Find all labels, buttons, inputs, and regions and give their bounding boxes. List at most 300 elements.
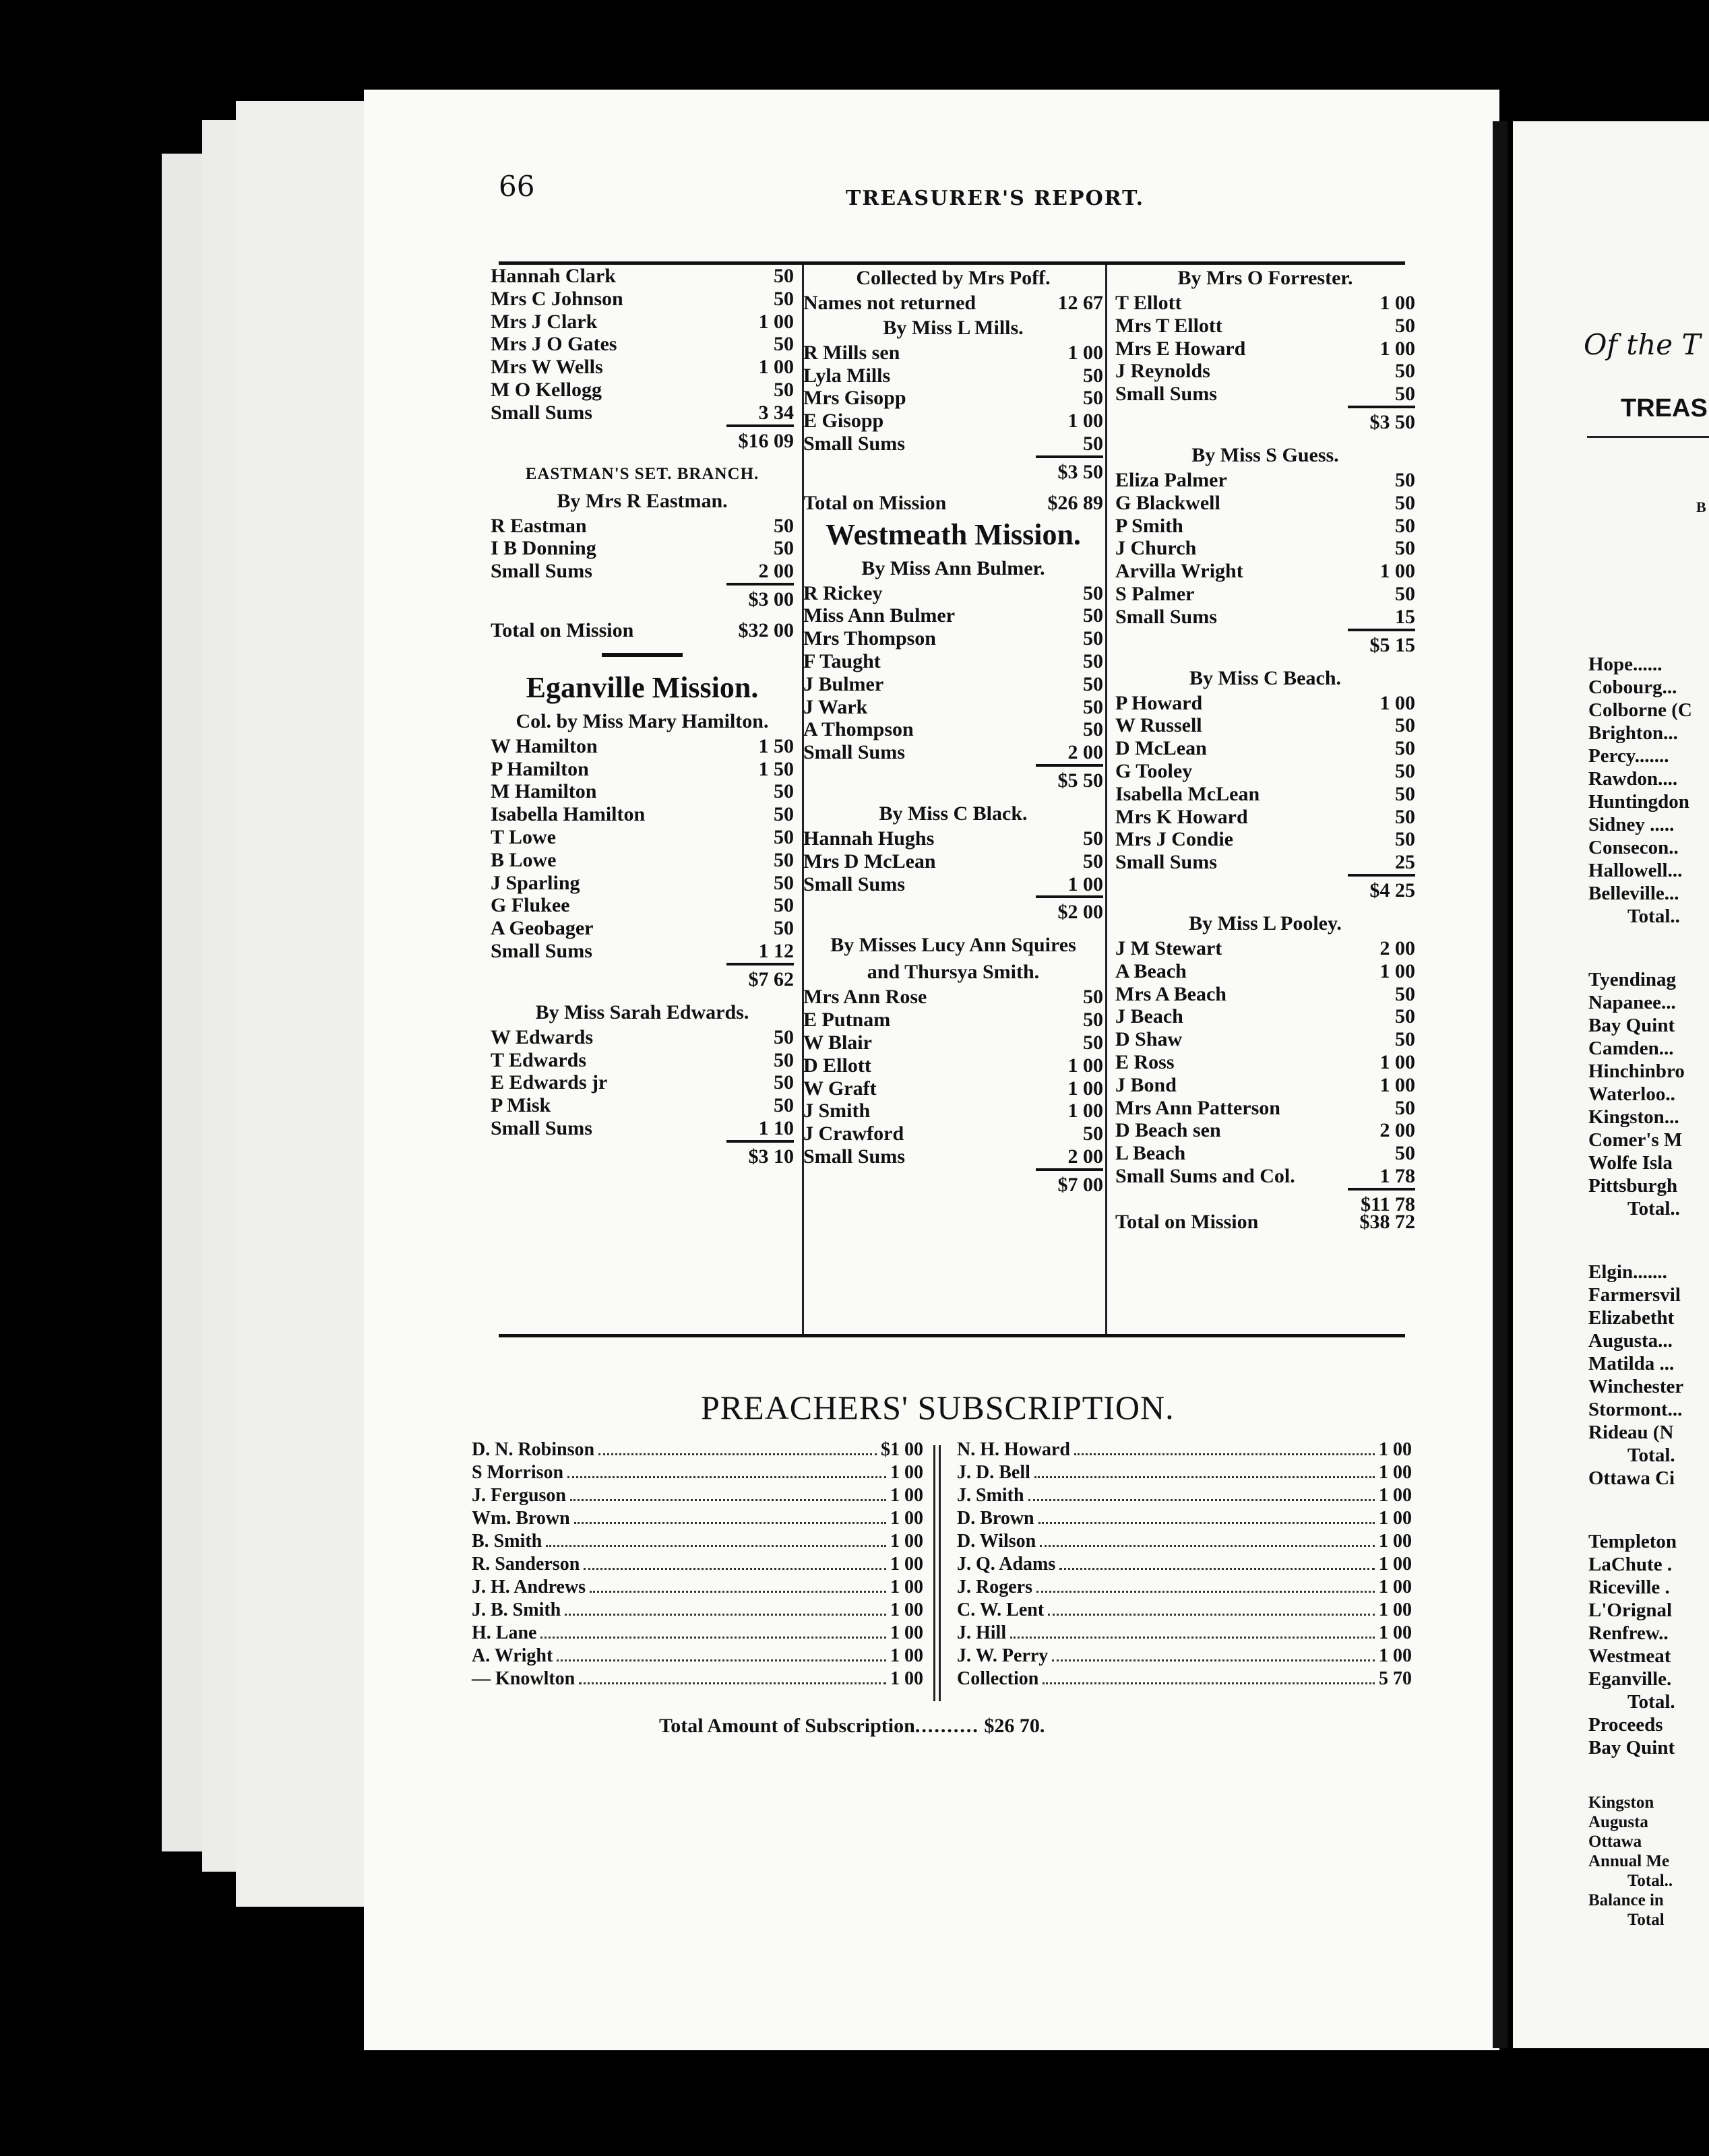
entry-name: A Thompson <box>803 718 914 741</box>
right-page-heading: TREAS <box>1621 394 1708 422</box>
entry-amount: 50 <box>1083 649 1103 672</box>
ledger-row <box>491 1094 794 1117</box>
entry-name: Small Sums <box>803 432 905 455</box>
subtotal-amount: $3 50 <box>1036 455 1103 478</box>
ledger-row <box>491 356 794 379</box>
leader-dots <box>1034 1461 1375 1478</box>
entry-name: D Beach sen <box>1115 1119 1221 1142</box>
preacher-amount: 1 00 <box>890 1645 923 1666</box>
summary-row: Brighton... <box>1588 722 1678 744</box>
entry-name: Small Sums <box>803 873 905 895</box>
preacher-row <box>472 1530 923 1553</box>
subtotal-row <box>491 963 794 990</box>
entry-name: Small Sums <box>1115 605 1217 628</box>
preacher-amount: 1 00 <box>890 1531 923 1552</box>
preacher-amount: 1 00 <box>1379 1508 1412 1529</box>
entry-name: M O Kellogg <box>491 378 602 401</box>
entry-amount: 1 00 <box>1067 1100 1103 1122</box>
collector-heading: and Thursya Smith. <box>867 961 1040 984</box>
preacher-row <box>472 1668 923 1690</box>
bottom-rule <box>499 1334 1405 1337</box>
entry-name: J Sparling <box>491 871 580 894</box>
collector-heading: By Miss S Guess. <box>1191 443 1339 466</box>
subtotal-amount: $3 10 <box>726 1140 794 1163</box>
entry-amount: 50 <box>774 894 794 917</box>
entry-amount: 3 34 <box>758 401 794 424</box>
summary-row: Napanee... <box>1588 992 1676 1013</box>
summary-row: Comer's M <box>1588 1129 1683 1151</box>
ledger-row <box>491 1071 794 1094</box>
entry-amount: 50 <box>774 871 794 894</box>
ledger-row <box>803 673 1103 696</box>
preacher-amount: 1 00 <box>1379 1622 1412 1643</box>
preacher-row <box>957 1530 1412 1553</box>
ledger-row <box>491 515 794 538</box>
entry-amount: 50 <box>1395 514 1415 537</box>
subtotal-amount: $5 50 <box>1036 764 1103 787</box>
preachers-title: PREACHERS' SUBSCRIPTION. <box>701 1389 1175 1426</box>
ledger-row <box>803 718 1103 741</box>
collector-heading: By Miss L Pooley. <box>1189 912 1342 934</box>
entry-amount: 1 10 <box>758 1116 794 1139</box>
subtotal-amount: $5 15 <box>1348 629 1415 652</box>
ledger-row <box>1115 360 1415 383</box>
entry-name: F Taught <box>803 649 881 672</box>
preacher-amount: 1 00 <box>890 1599 923 1620</box>
summary-row: Stormont... <box>1588 1399 1683 1420</box>
collector-heading: By Miss Ann Bulmer. <box>861 557 1045 579</box>
entry-name: R Mills sen <box>803 341 900 364</box>
subtotal-row <box>1115 406 1415 433</box>
entry-amount: 50 <box>1083 695 1103 718</box>
summary-row: Ottawa <box>1588 1833 1642 1851</box>
entry-name: Total on Mission <box>1115 1210 1259 1233</box>
preacher-row <box>472 1645 923 1668</box>
ledger-row <box>1115 292 1415 315</box>
ledger-row <box>1115 1211 1415 1234</box>
ledger-row <box>1115 828 1415 851</box>
entry-name: Isabella McLean <box>1115 782 1260 805</box>
entry-name: T Edwards <box>491 1048 587 1071</box>
ledger-row <box>491 1117 794 1140</box>
entry-name: Mrs J Clark <box>491 310 598 333</box>
summary-row: Camden... <box>1588 1038 1674 1059</box>
summary-row: Riceville . <box>1588 1577 1670 1598</box>
collector-heading: By Mrs O Forrester. <box>1177 267 1353 289</box>
summary-row: L'Orignal <box>1588 1599 1673 1621</box>
preacher-amount: 1 00 <box>890 1577 923 1597</box>
entry-amount: 50 <box>1083 364 1103 387</box>
preachers-left-list <box>472 1438 923 1690</box>
entry-name: G Flukee <box>491 894 570 917</box>
ledger-row <box>803 492 1103 515</box>
entry-name: Names not returned <box>803 292 976 314</box>
entry-amount: 50 <box>1395 759 1415 782</box>
leader-dots <box>1048 1599 1375 1616</box>
summary-row: Huntingdon <box>1588 791 1689 813</box>
subtotal-row <box>803 895 1103 924</box>
entry-name: S Palmer <box>1115 582 1195 605</box>
ledger-row <box>803 1145 1103 1168</box>
entry-name: J Crawford <box>803 1122 904 1145</box>
ledger-row <box>803 1077 1103 1100</box>
book-edge-3 <box>236 101 371 1907</box>
summary-row: Elgin....... <box>1588 1261 1667 1283</box>
entry-name: J Wark <box>803 695 868 718</box>
entry-amount: 50 <box>1395 383 1415 406</box>
right-page-rule <box>1587 436 1709 438</box>
ledger-row <box>1115 783 1415 806</box>
entry-amount: 1 00 <box>1379 1073 1415 1096</box>
entry-name: Small Sums <box>803 1145 905 1168</box>
ledger-row <box>1115 937 1415 960</box>
preacher-amount: 1 00 <box>890 1622 923 1643</box>
preacher-amount: 1 00 <box>890 1668 923 1689</box>
ledger-row <box>491 1026 794 1049</box>
entry-amount: 50 <box>1083 604 1103 627</box>
leader-dots <box>546 1530 886 1547</box>
preacher-name: J. Q. Adams <box>957 1554 1056 1575</box>
ledger-row <box>491 537 794 560</box>
preacher-row <box>957 1668 1412 1690</box>
ledger-row <box>803 650 1103 673</box>
entry-amount: 50 <box>1395 1028 1415 1051</box>
entry-name: Mrs D McLean <box>803 850 936 873</box>
entry-amount: 50 <box>1083 827 1103 850</box>
entry-name: Mrs C Johnson <box>491 287 623 310</box>
entry-amount: 1 78 <box>1379 1164 1415 1187</box>
ledger-row <box>491 758 794 781</box>
leader-dots <box>557 1645 886 1661</box>
leader-dots <box>598 1438 877 1455</box>
entry-amount: 1 00 <box>1379 959 1415 982</box>
preacher-amount: 1 00 <box>1379 1531 1412 1552</box>
entry-name: Mrs Thompson <box>803 627 936 650</box>
entry-name: J Reynolds <box>1115 360 1210 383</box>
summary-row: Farmersvil <box>1588 1284 1681 1306</box>
preacher-row <box>957 1438 1412 1461</box>
entry-name: P Howard <box>1115 691 1203 714</box>
entry-amount: 1 50 <box>758 757 794 780</box>
entry-name: Mrs W Wells <box>491 356 603 379</box>
entry-name: T Ellott <box>1115 292 1182 314</box>
collector-heading: By Mrs R Eastman. <box>557 489 728 512</box>
ledger-row <box>803 741 1103 764</box>
ledger-row <box>803 433 1103 455</box>
leader-dots <box>540 1622 886 1639</box>
ledger-row <box>1115 851 1415 874</box>
ledger-row <box>1115 1165 1415 1188</box>
entry-name: J M Stewart <box>1115 937 1222 959</box>
preacher-row <box>957 1645 1412 1668</box>
summary-row: Belleville... <box>1588 883 1679 904</box>
entry-amount: 50 <box>774 1048 794 1071</box>
ledger-row <box>803 986 1103 1009</box>
preacher-amount: 1 00 <box>1379 1599 1412 1620</box>
ledger-row <box>491 265 794 288</box>
ledger-row <box>803 850 1103 873</box>
ledger-row <box>1115 315 1415 338</box>
preacher-amount: 1 00 <box>1379 1554 1412 1575</box>
entry-amount: 50 <box>1395 314 1415 337</box>
preacher-name: J. D. Bell <box>957 1462 1030 1483</box>
ledger-row <box>491 619 794 642</box>
preacher-row <box>472 1461 923 1484</box>
entry-amount: 1 12 <box>758 939 794 962</box>
entry-amount: 50 <box>1083 387 1103 410</box>
preacher-row <box>472 1599 923 1622</box>
summary-row: Hinchinbro <box>1588 1060 1685 1082</box>
entry-name: J Church <box>1115 537 1197 560</box>
ledger-row <box>803 342 1103 364</box>
ledger-row <box>1115 1074 1415 1097</box>
entry-name: Small Sums <box>1115 851 1217 874</box>
preacher-row <box>957 1461 1412 1484</box>
preacher-name: J. W. Perry <box>957 1645 1049 1666</box>
ledger-row <box>803 292 1103 315</box>
entry-name: A Geobager <box>491 917 594 940</box>
entry-amount: 1 00 <box>758 310 794 333</box>
ledger-row <box>1115 737 1415 760</box>
entry-name: Miss Ann Bulmer <box>803 604 956 627</box>
entry-amount: 1 00 <box>758 356 794 379</box>
entry-name: R Eastman <box>491 514 587 537</box>
leader-dots <box>1052 1645 1375 1661</box>
preachers-divider-a <box>933 1445 935 1701</box>
preacher-amount: 5 70 <box>1379 1668 1412 1689</box>
entry-amount: 1 00 <box>1067 1054 1103 1077</box>
entry-amount: 2 00 <box>1379 937 1415 959</box>
entry-name: Mrs A Beach <box>1115 982 1226 1005</box>
entry-amount: 1 00 <box>1379 691 1415 714</box>
entry-amount: 2 00 <box>1067 1145 1103 1168</box>
entry-name: M Hamilton <box>491 780 597 803</box>
subtotal-amount: $3 00 <box>726 583 794 606</box>
preacher-name: J. Ferguson <box>472 1485 566 1506</box>
preacher-name: C. W. Lent <box>957 1599 1045 1620</box>
entry-name: Hannah Hughs <box>803 827 935 850</box>
leader-dots <box>565 1599 886 1616</box>
preacher-name: Collection <box>957 1668 1039 1689</box>
entry-name: G Blackwell <box>1115 491 1220 514</box>
entry-amount: 50 <box>1395 805 1415 828</box>
ledger-row <box>491 849 794 872</box>
ledger-row <box>1115 338 1415 360</box>
summary-row: Total.. <box>1627 1872 1673 1890</box>
entry-name: Mrs T Ellott <box>1115 314 1222 337</box>
summary-row: Balance in <box>1588 1891 1664 1909</box>
ledger-row <box>803 582 1103 605</box>
ledger-row <box>803 1054 1103 1077</box>
ledger-row <box>1115 383 1415 406</box>
entry-amount: 1 00 <box>1067 1077 1103 1100</box>
summary-row: Wolfe Isla <box>1588 1152 1673 1174</box>
preacher-name: D. N. Robinson <box>472 1439 595 1460</box>
entry-amount: 50 <box>1395 1142 1415 1165</box>
summary-row: Bay Quint <box>1588 1737 1675 1758</box>
summary-row: Percy....... <box>1588 745 1669 767</box>
summary-row: Rawdon.... <box>1588 768 1678 790</box>
subtotal-row <box>803 764 1103 792</box>
preacher-amount: 1 00 <box>890 1508 923 1529</box>
entry-amount: 50 <box>1395 491 1415 514</box>
summary-row: Proceeds <box>1588 1714 1663 1736</box>
preacher-row <box>472 1507 923 1530</box>
preacher-name: D. Brown <box>957 1508 1034 1529</box>
leader-dots <box>1036 1576 1375 1593</box>
ledger-row <box>803 410 1103 433</box>
summary-row: Augusta... <box>1588 1330 1673 1352</box>
preacher-row <box>472 1484 923 1507</box>
entry-name: Mrs J O Gates <box>491 333 617 356</box>
entry-amount: 1 00 <box>1379 292 1415 314</box>
entry-name: P Misk <box>491 1094 551 1117</box>
entry-name: Total on Mission <box>803 491 947 514</box>
ledger-row <box>1115 537 1415 560</box>
ledger-row <box>491 288 794 311</box>
entry-name: Small Sums <box>491 560 592 583</box>
entry-amount: 50 <box>1083 581 1103 604</box>
preacher-name: H. Lane <box>472 1622 537 1643</box>
entry-amount: 2 00 <box>758 560 794 583</box>
ledger-row <box>1115 606 1415 629</box>
summary-row: Waterloo.. <box>1588 1083 1675 1105</box>
entry-amount: 2 00 <box>1067 741 1103 764</box>
entry-amount: 12 67 <box>1057 292 1103 314</box>
ledger-row <box>491 940 794 963</box>
entry-amount: 50 <box>774 537 794 560</box>
entry-name: Mrs Gisopp <box>803 387 906 410</box>
leader-dots <box>567 1461 886 1478</box>
ledger-row <box>1115 1142 1415 1165</box>
entry-amount: 1 00 <box>1379 560 1415 583</box>
entry-name: Eliza Palmer <box>1115 468 1227 491</box>
leader-dots <box>1043 1668 1375 1684</box>
entry-name: L Beach <box>1115 1142 1186 1165</box>
entry-name: Small Sums <box>491 939 592 962</box>
summary-row: Total <box>1627 1911 1665 1929</box>
leader-dots <box>1074 1438 1375 1455</box>
entry-name: J Bond <box>1115 1073 1177 1096</box>
entry-amount: 50 <box>1083 718 1103 741</box>
running-head: TREASURER'S REPORT. <box>846 187 1145 210</box>
preacher-row <box>472 1576 923 1599</box>
preachers-divider-b <box>939 1445 941 1701</box>
ledger-row <box>1115 469 1415 492</box>
entry-amount: 50 <box>774 333 794 356</box>
ledger-row <box>1115 714 1415 737</box>
entry-name: P Hamilton <box>491 757 589 780</box>
entry-amount: 50 <box>1395 468 1415 491</box>
entry-amount: 50 <box>1395 828 1415 851</box>
summary-row: Augusta <box>1588 1813 1648 1831</box>
ledger-row <box>491 803 794 826</box>
entry-amount: 1 00 <box>1067 341 1103 364</box>
preacher-amount: 1 00 <box>1379 1439 1412 1460</box>
entry-amount: 2 00 <box>1379 1119 1415 1142</box>
leader-dots <box>590 1576 886 1593</box>
ledger-row <box>803 696 1103 719</box>
entry-amount: 50 <box>774 825 794 848</box>
preacher-name: N. H. Howard <box>957 1439 1070 1460</box>
entry-amount: 50 <box>774 1094 794 1117</box>
ledger-row <box>491 826 794 849</box>
entry-amount: 50 <box>1395 982 1415 1005</box>
entry-name: Mrs K Howard <box>1115 805 1248 828</box>
entry-amount: 50 <box>1395 360 1415 383</box>
entry-amount: $38 72 <box>1359 1210 1415 1233</box>
ledger-row <box>1115 1119 1415 1142</box>
entry-amount: 50 <box>1083 986 1103 1009</box>
ledger-row <box>1115 1028 1415 1051</box>
leader-dots <box>1059 1553 1375 1570</box>
entry-amount: $32 00 <box>738 619 794 641</box>
entry-name: W Edwards <box>491 1025 593 1048</box>
entry-name: Small Sums <box>491 401 592 424</box>
ledger-row <box>803 873 1103 896</box>
ledger-row <box>491 872 794 895</box>
preacher-row <box>957 1576 1412 1599</box>
summary-row: Elizabetht <box>1588 1307 1675 1329</box>
page-number: 66 <box>499 170 535 203</box>
entry-name: D Shaw <box>1115 1028 1183 1051</box>
ledger-row <box>803 1032 1103 1054</box>
preacher-row <box>957 1507 1412 1530</box>
entry-amount: 50 <box>1083 1122 1103 1145</box>
preacher-row <box>472 1553 923 1576</box>
ledger-row <box>491 333 794 356</box>
entry-amount: 1 00 <box>1067 410 1103 433</box>
summary-row: Annual Me <box>1588 1852 1670 1870</box>
entry-amount: 50 <box>1395 537 1415 560</box>
entry-amount: 50 <box>1083 432 1103 455</box>
ledger-row <box>1115 760 1415 783</box>
leader-dots <box>1028 1484 1375 1501</box>
collector-heading: Collected by Mrs Poff. <box>856 267 1051 289</box>
entry-amount: 50 <box>774 1025 794 1048</box>
entry-amount: 50 <box>1395 737 1415 760</box>
entry-amount: 15 <box>1395 605 1415 628</box>
column-1 <box>491 265 794 1168</box>
entry-amount: $26 89 <box>1047 491 1103 514</box>
preachers-total: Total Amount of Subscription.......... $26 70. <box>659 1715 1045 1737</box>
subtotal-row <box>1115 874 1415 901</box>
preacher-amount: 1 00 <box>1379 1645 1412 1666</box>
entry-name: Small Sums <box>803 741 905 764</box>
ledger-row <box>803 387 1103 410</box>
entry-name: D McLean <box>1115 737 1207 760</box>
leader-dots <box>1040 1530 1375 1547</box>
ledger-row <box>1115 515 1415 538</box>
entry-amount: 50 <box>774 917 794 940</box>
ledger-row <box>491 735 794 758</box>
entry-name: Small Sums <box>1115 383 1217 406</box>
entry-name: W Russell <box>1115 714 1202 737</box>
preacher-amount: 1 00 <box>890 1485 923 1506</box>
subtotal-amount: $2 00 <box>1036 895 1103 918</box>
summary-row: Colborne (C <box>1588 699 1692 721</box>
summary-row: Renfrew.. <box>1588 1622 1669 1644</box>
subtotal-row <box>1115 629 1415 656</box>
preacher-name: Wm. Brown <box>472 1508 570 1529</box>
entry-name: B Lowe <box>491 848 557 871</box>
summary-row: Cobourg... <box>1588 676 1677 698</box>
preacher-row <box>957 1599 1412 1622</box>
summary-row: Rideau (N <box>1588 1422 1674 1443</box>
entry-name: R Rickey <box>803 581 883 604</box>
ledger-row <box>1115 806 1415 829</box>
leader-dots <box>584 1553 886 1570</box>
